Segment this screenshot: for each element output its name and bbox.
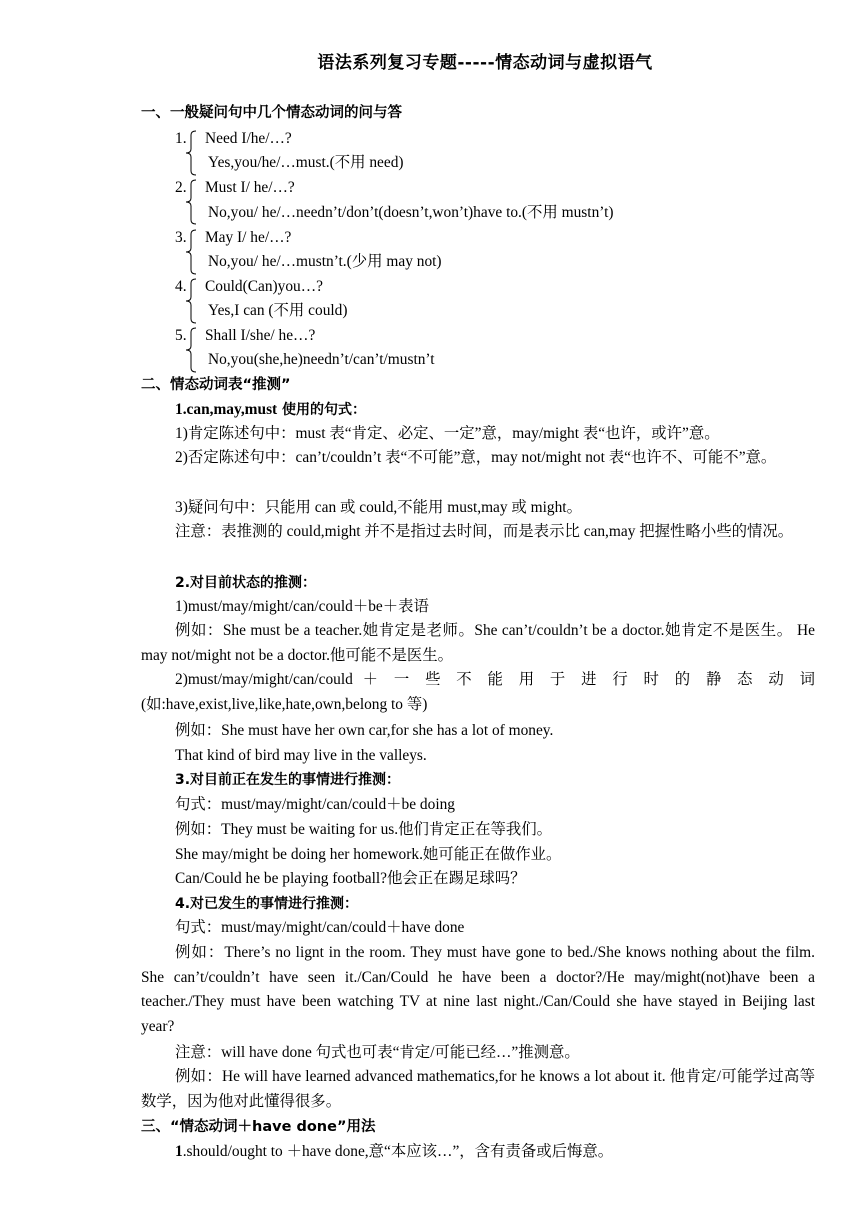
qa-number: 4. [175, 278, 187, 295]
subheading-text: 2.对目前状态的推测： [175, 575, 317, 591]
subheading-cn: 使用的句式： [277, 402, 367, 418]
example-paragraph: 例如：There’s no lignt in the room. They must have gone to bed./She knows nothing about the film. She can’t/couldn’t have seen it./Can/Could he have been a doctor?/He may/might(not)have been a teacher./They must have been watching TV at nine last night./Can/Could she have stayed in Beijing last year? [141, 944, 815, 1035]
paragraph: 2)否定陈述句中：can’t/couldn’t 表“不可能”意，may not/might not 表“也许不、可能不”意。 [175, 449, 777, 466]
section-heading-2: 二、情态动词表“推测” [141, 377, 291, 393]
example-line: 例如：She must have her own car,for she has a lot of money. [175, 722, 554, 739]
section-heading-3: 三、“情态动词＋have done”用法 [141, 1119, 376, 1135]
example-line: That kind of bird may live in the valleys. [175, 747, 427, 764]
qa-number: 5. [175, 327, 187, 344]
qa-question: Shall I/she/ he…? [205, 327, 316, 344]
brace-icon [182, 327, 200, 373]
example-line: Can/Could he be playing football?他会正在踢足球吗？ [175, 870, 526, 887]
paragraph: 3)疑问句中：只能用 can 或 could,不能用 must,may 或 might。 [175, 499, 582, 516]
brace-icon [182, 278, 200, 324]
qa-question: Could(Can)you…? [205, 278, 323, 295]
subheading-2-4 [175, 894, 358, 914]
qa-number: 2. [175, 179, 187, 196]
paragraph: 1)肯定陈述句中：must 表“肯定、必定、一定”意，may/might 表“也许，或许”意。 [175, 425, 720, 442]
example-paragraph: 例如：He will have learned advanced mathematics,for he knows a lot about it. 他肯定/可能学过高等数学，因为他对此懂得很多。 [141, 1068, 815, 1110]
note-paragraph: 注意：表推测的 could,might 并不是指过去时间，而是表示比 can,may 把握性略小些的情况。 [175, 523, 794, 540]
page-title: 语法系列复习专题-----情态动词与虚拟语气 [317, 53, 653, 73]
paragraph: 2)must/may/might/can/could ＋ 一 些 不 能 用 于 进 行 时 的 静 态 动 词 (如:have,exist,live,like,hate,own,belong to 等) [141, 671, 815, 713]
brace-icon [182, 130, 200, 176]
item-text: .should/ought to ＋have done,意“本应该…”，含有责备或后悔意。 [182, 1143, 614, 1160]
example-line: 例如：They must be waiting for us.他们肯定正在等我们。 [175, 821, 553, 838]
qa-question: Need I/he/…? [205, 130, 292, 147]
qa-question: Must I/ he/…? [205, 179, 295, 196]
subheading-2-3 [175, 770, 400, 790]
brace-icon [182, 229, 200, 275]
example-line: She may/might be doing her homework.她可能正在做作业。 [175, 846, 562, 863]
subheading-2-1 [175, 400, 366, 420]
subheading-2-2 [175, 573, 316, 593]
subheading-text: 4.对已发生的事情进行推测： [175, 896, 359, 912]
qa-number: 1. [175, 130, 187, 147]
qa-answer: Yes,you/he/…must.(不用 need) [208, 154, 404, 171]
example-paragraph: 例如：She must be a teacher.她肯定是老师。She can’t/couldn’t be a doctor.她肯定不是医生。 He may not/might not be a doctor.他可能不是医生。 [141, 622, 815, 664]
paragraph: 句式：must/may/might/can/could＋be doing [175, 796, 455, 813]
subheading-text: 3.对目前正在发生的事情进行推测： [175, 772, 401, 788]
section-heading-1: 一、一般疑问句中几个情态动词的问与答 [141, 105, 402, 121]
qa-answer: Yes,I can (不用 could) [208, 302, 348, 319]
qa-answer: No,you(she,he)needn’t/can’t/mustn’t [208, 351, 435, 368]
paragraph [175, 1142, 613, 1162]
paragraph: 1)must/may/might/can/could＋be＋表语 [175, 598, 429, 615]
qa-answer: No,you/ he/…needn’t/don’t(doesn’t,won’t)have to.(不用 mustn’t) [208, 204, 614, 221]
item-number: 1 [175, 1143, 183, 1160]
paragraph: 句式：must/may/might/can/could＋have done [175, 919, 465, 936]
qa-answer: No,you/ he/…mustn’t.(少用 may not) [208, 253, 442, 270]
subheading-en: 1.can,may,must [175, 401, 278, 418]
brace-icon [182, 179, 200, 225]
qa-question: May I/ he/…? [205, 229, 292, 246]
qa-number: 3. [175, 229, 187, 246]
note-paragraph: 注意：will have done 句式也可表“肯定/可能已经…”推测意。 [175, 1044, 580, 1061]
